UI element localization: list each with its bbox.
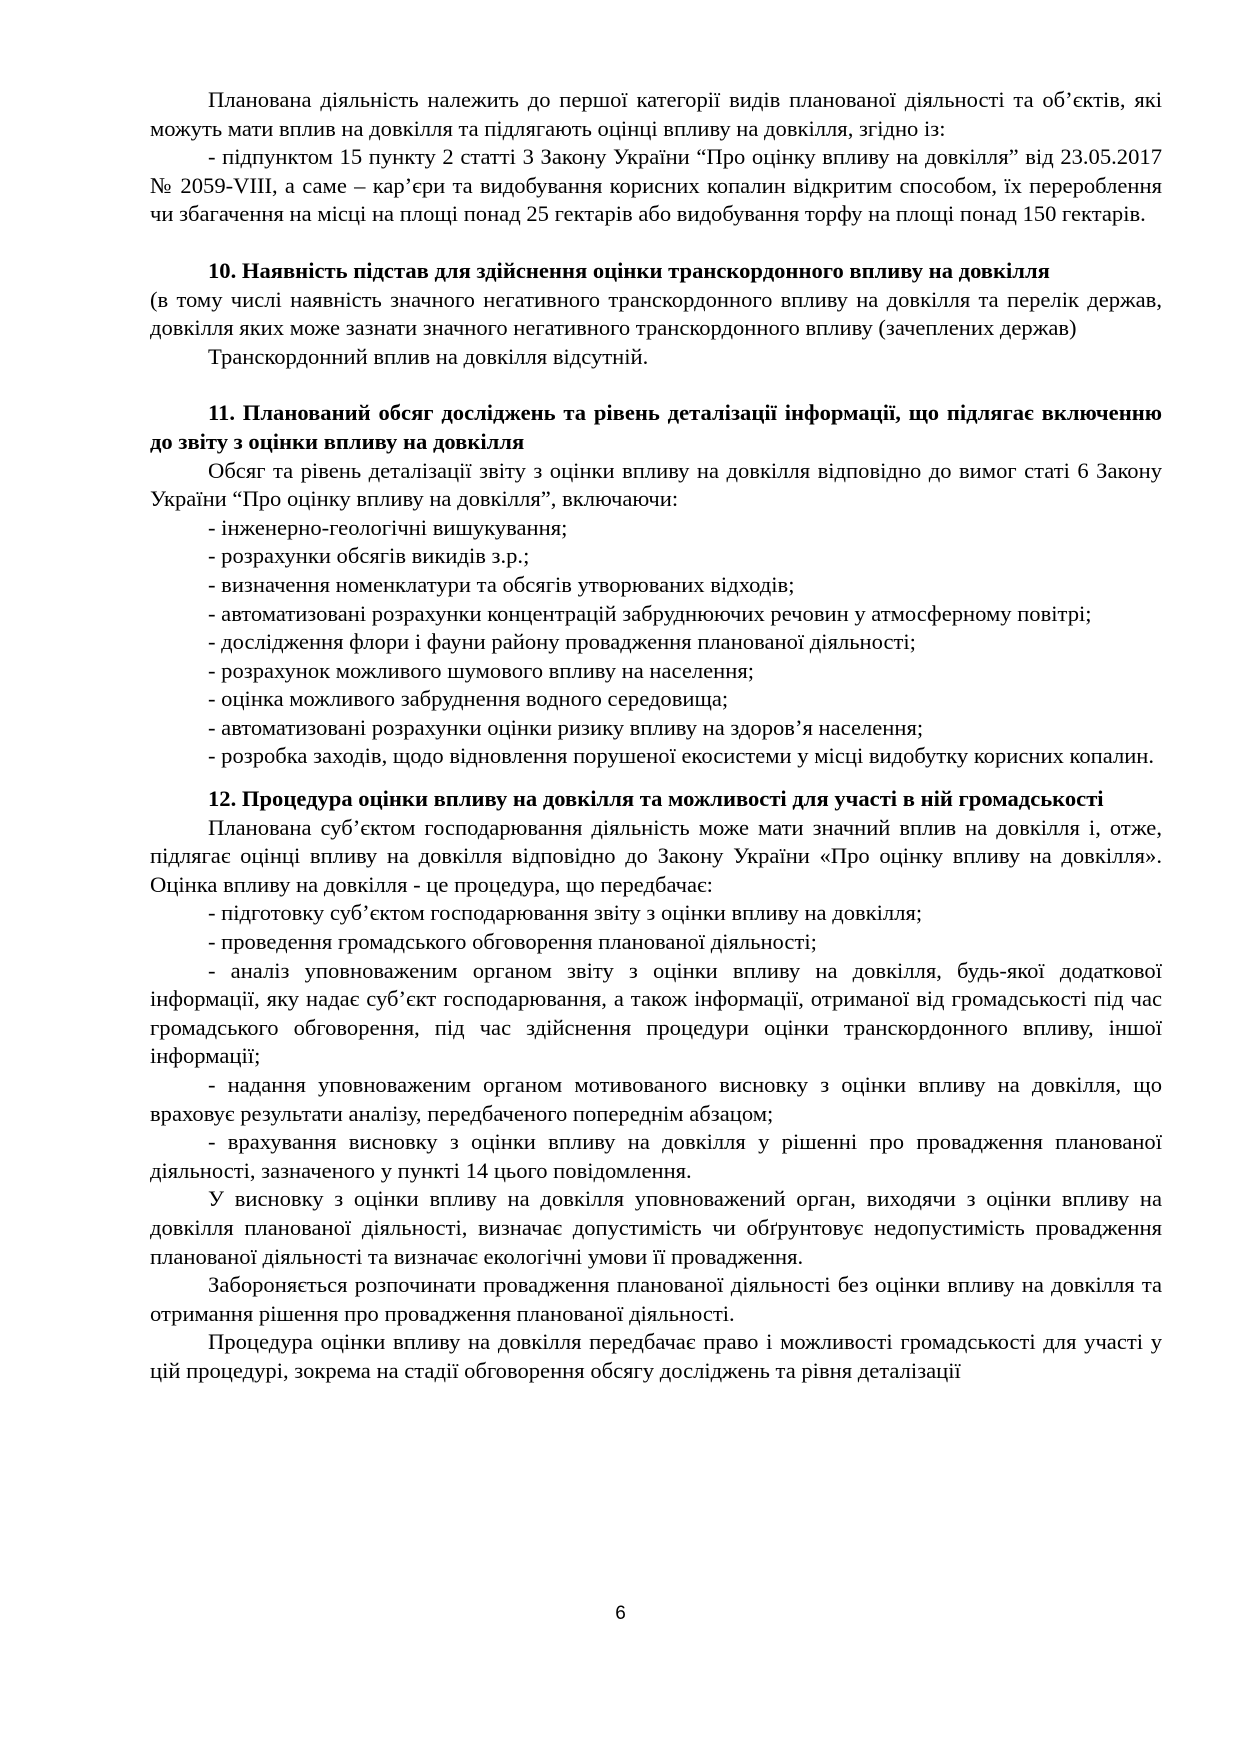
section-10-heading: 10. Наявність підстав для здійснення оцінки транскордонного впливу на довкілля xyxy=(208,257,1050,283)
section-12-prohibition: Забороняється розпочинати провадження планованої діяльності без оцінки впливу на довкілля та отримання рішення про провадження планованої діяльності. xyxy=(150,1272,1162,1326)
list-item: - автоматизовані розрахунки оцінки ризику впливу на здоров’я населення; xyxy=(208,714,924,740)
section-12-heading: 12. Процедура оцінки впливу на довкілля та можливості для участі в ній громадськості xyxy=(208,786,1104,812)
list-item: - розробка заходів, щодо відновлення порушеної екосистеми у місці видобутку корисних копалин. xyxy=(208,743,1155,769)
list-item: - врахування висновку з оцінки впливу на довкілля у рішенні про провадження планованої діяльності, зазначеного у пункті 14 цього повідомлення. xyxy=(150,1129,1162,1183)
section-12-conclusion: У висновку з оцінки впливу на довкілля уповноважений орган, виходячи з оцінки впливу на довкілля планованої діяльності, визначає допустимість чи обґрунтовує недопустимість провадження планованої діяльності та визначає екологічні умови її провадження. xyxy=(150,1186,1162,1269)
section-12-intro: Планована суб’єктом господарювання діяльність може мати значний вплив на довкілля і, отже, підлягає оцінці впливу на довкілля відповідно до Закону України «Про оцінку впливу на довкілля». Оцінка впливу на довкілля - це процедура, що передбачає: xyxy=(150,814,1162,897)
list-item: - визначення номенклатури та обсягів утворюваних відходів; xyxy=(208,571,795,597)
section-10-subheading: (в тому числі наявність значного негативного транскордонного впливу на довкілля та перелік держав, довкілля яких може зазнати значного негативного транскордонного впливу (зачеплених держав) xyxy=(150,286,1162,341)
list-item: - оцінка можливого забруднення водного середовища; xyxy=(208,686,729,712)
section-11-intro: Обсяг та рівень деталізації звіту з оцінки впливу на довкілля відповідно до вимог статі 6 Закону України “Про оцінку впливу на довкілля”, включаючи: xyxy=(150,457,1162,512)
intro-law-reference: - підпунктом 15 пункту 2 статті 3 Закону України “Про оцінку впливу на довкілля” від 23.05.2017 № 2059-VIII, а саме – кар’єри та видобування корисних копалин відкритим способом, їх перероблення чи збагачення на місці на площі понад 25 гектарів або видобування торфу на площі понад 150 гектарів. xyxy=(150,144,1162,227)
list-item: - інженерно-геологічні вишукування; xyxy=(208,514,568,540)
intro-paragraph: Планована діяльність належить до першої категорії видів планованої діяльності та об’єктів, які можуть мати вплив на довкілля та підлягають оцінці впливу на довкілля, згідно із: xyxy=(150,87,1162,141)
list-item: - надання уповноваженим органом мотивованого висновку з оцінки впливу на довкілля, що враховує результати аналізу, передбаченого попереднім абзацом; xyxy=(150,1072,1162,1126)
list-item: - розрахунки обсягів викидів з.р.; xyxy=(208,543,530,569)
section-12-public-participation: Процедура оцінки впливу на довкілля передбачає право і можливості громадськості для участі у цій процедурі, зокрема на стадії обговорення обсягу досліджень та рівня деталізації xyxy=(150,1329,1162,1383)
list-item: - проведення громадського обговорення планованої діяльності; xyxy=(208,929,817,955)
list-item: - розрахунок можливого шумового впливу на населення; xyxy=(208,657,755,683)
list-item: - дослідження флори і фауни району провадження планованої діяльності; xyxy=(208,629,916,655)
page-number: 6 xyxy=(615,1603,626,1624)
list-item: - аналіз уповноваженим органом звіту з оцінки впливу на довкілля, будь-якої додаткової інформації, яку надає суб’єкт господарювання, а також інформації, отриманої від громадськості під час громадського обговорення, під час здійснення процедури оцінки транскордонного впливу, іншої інформації; xyxy=(150,957,1162,1069)
list-item: - автоматизовані розрахунки концентрацій забруднюючих речовин у атмосферному повітрі; xyxy=(208,600,1092,626)
section-11-heading: 11. Планований обсяг досліджень та рівень деталізації інформації, що підлягає включенню до звіту з оцінки впливу на довкілля xyxy=(150,400,1162,454)
document-page xyxy=(150,86,1162,1386)
list-item: - підготовку суб’єктом господарювання звіту з оцінки впливу на довкілля; xyxy=(208,900,923,926)
section-10-body: Транскордонний вплив на довкілля відсутній. xyxy=(208,343,649,369)
